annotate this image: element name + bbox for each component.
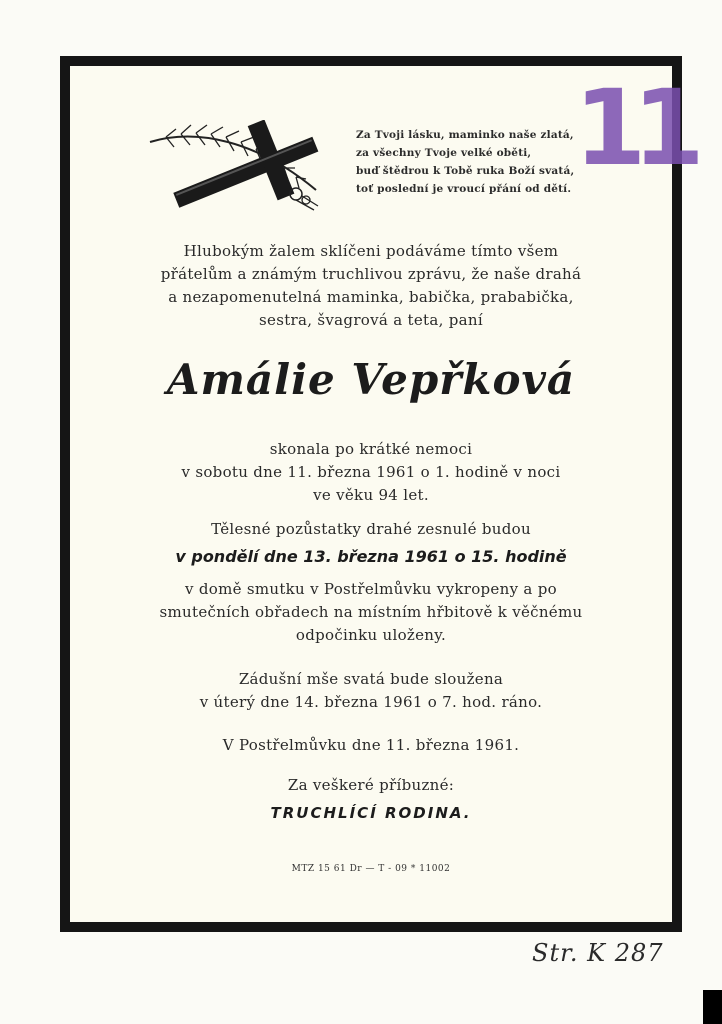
death-line: skonala po krátké nemoci xyxy=(269,440,473,458)
ceremony-line: odpočinku uloženy. xyxy=(295,626,447,644)
poem-line: Za Tvoji lásku, maminko naše zlatá, xyxy=(356,129,574,141)
deceased-name: Amálie Vepřková xyxy=(166,355,576,404)
ceremony-paragraph xyxy=(80,578,662,647)
print-code: MTZ 15 61 Dr — T - 09 * 11002 xyxy=(291,864,451,874)
funeral-datetime: v pondělí dne 13. března 1961 o 15. hodině xyxy=(175,547,567,566)
intro-paragraph xyxy=(80,240,662,332)
ceremony-line: smutečních obřadech na místním hřbitově k věčnému xyxy=(159,603,583,621)
death-notice xyxy=(80,438,662,507)
poem-line: toť poslední je vroucí přání od dětí. xyxy=(356,183,572,195)
ceremony-line: v domě smutku v Postřelmůvku vykropeny a po xyxy=(185,580,557,598)
intro-line: Hlubokým žalem sklíčeni podáváme tímto všem xyxy=(183,242,559,260)
intro-line: a nezapomenutelná maminka, babička, prababička, xyxy=(168,288,574,306)
poem-verse xyxy=(356,126,602,198)
mass-line: v úterý dne 14. března 1961 o 7. hod. ráno. xyxy=(199,693,543,711)
remains-line: Tělesné pozůstatky drahé zesnulé budou xyxy=(211,520,531,538)
place-date: V Postřelmůvku dne 11. března 1961. xyxy=(222,736,520,754)
archive-number-stamp: 11 xyxy=(574,67,691,189)
relatives-label: Za veškeré příbuzné: xyxy=(287,776,455,794)
intro-line: sestra, švagrová a teta, paní xyxy=(259,311,483,329)
poem-line: za všechny Tvoje velké oběti, xyxy=(356,147,532,159)
archive-handwritten-note: Str. K 287 xyxy=(532,939,664,967)
poem-line: buď štědrou k Tobě ruka Boží svatá, xyxy=(356,165,575,177)
mass-paragraph xyxy=(80,668,662,714)
death-line: ve věku 94 let. xyxy=(313,486,429,504)
intro-line: přátelům a známým truchlivou zprávu, že naše drahá xyxy=(160,265,582,283)
mass-line: Zádušní mše svatá bude sloužena xyxy=(238,670,504,688)
cross-and-palm-icon xyxy=(146,120,328,212)
family-signature: TRUCHLÍCÍ RODINA. xyxy=(270,804,472,822)
scan-corner-mark xyxy=(703,990,722,1024)
death-line: v sobotu dne 11. března 1961 o 1. hodině v noci xyxy=(181,463,561,481)
